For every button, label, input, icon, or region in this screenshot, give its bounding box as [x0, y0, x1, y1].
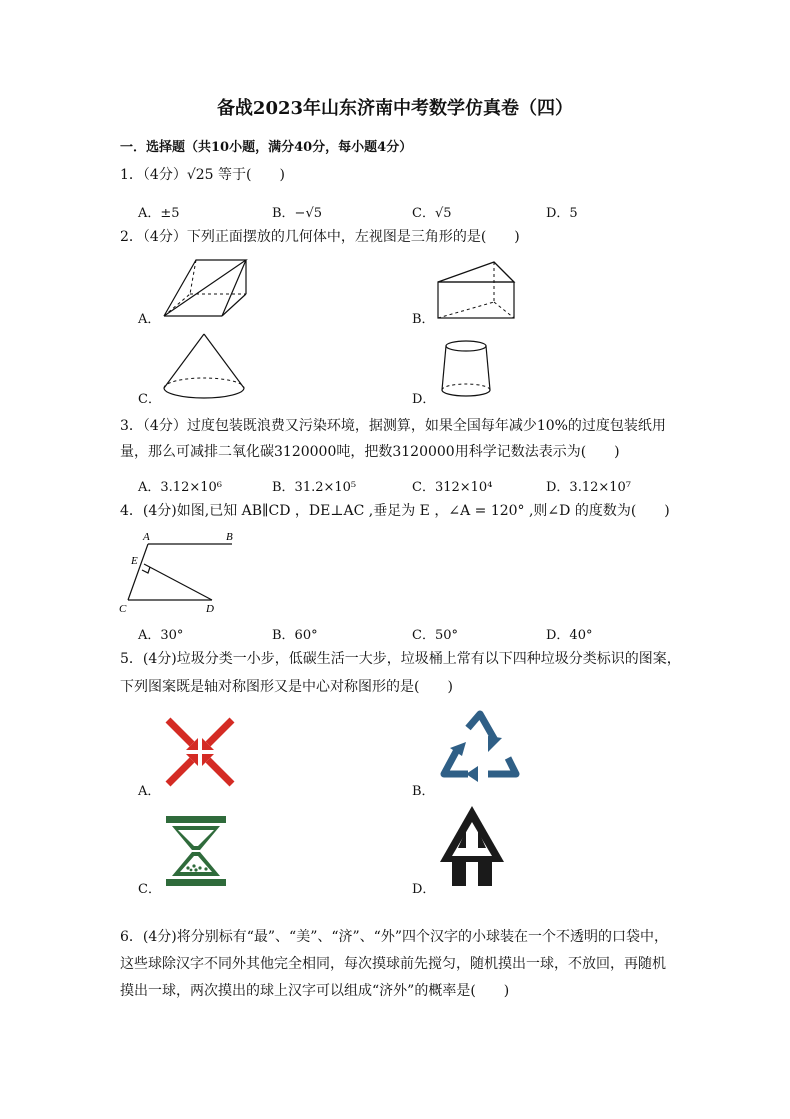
red-arrows-symbol	[164, 716, 236, 788]
q6-line2: 这些球除汉字不同外其他完全相同，每次摸球前先搅匀，随机摸出一球，不放回，再随机	[120, 956, 666, 972]
q1-option-a: A．±5	[138, 206, 180, 221]
point-label-a: A	[143, 531, 150, 543]
q4-option-c: C．50°	[412, 628, 458, 643]
q1-option-c: C．√5	[412, 206, 452, 221]
q4-option-d: D．40°	[546, 628, 593, 643]
q4-option-b: B．60°	[272, 628, 318, 643]
prism-figure-a	[160, 254, 260, 322]
q5-label-c: C．	[138, 882, 161, 897]
q3-option-b: B．31.2×10⁵	[272, 480, 357, 495]
q3-option-c: C．312×10⁴	[412, 480, 493, 495]
q1-stem: 1．（4分）√25 等于( )	[120, 167, 285, 183]
point-label-e: E	[131, 555, 138, 567]
q3-option-a: A．3.12×10⁶	[138, 480, 222, 495]
q6-line1: 6．(4分)将分别标有“最”、“美”、“济”、“外”四个汉字的小球装在一个不透明的口袋中，	[120, 929, 668, 945]
prism-figure-b	[434, 258, 524, 322]
hourglass-symbol	[164, 814, 228, 888]
q2-label-b: B．	[412, 312, 435, 327]
q5-label-d: D．	[412, 882, 436, 897]
black-tree-symbol	[438, 804, 506, 888]
q4-stem: 4．(4分)如图,已知 AB∥CD ，DE⊥AC ,垂足为 E ，∠A = 120° ,则∠D 的度数为( )	[120, 503, 670, 519]
q4-option-a: A．30°	[138, 628, 184, 643]
q2-label-d: D．	[412, 392, 436, 407]
q2-label-c: C．	[138, 392, 161, 407]
q3-line2: 量，那么可减排二氧化碳3120000吨，把数3120000用科学记数法表示为( )	[120, 444, 620, 460]
q2-label-a: A．	[138, 312, 161, 327]
q5-label-b: B．	[412, 784, 435, 799]
q1-option-d: D．5	[546, 206, 578, 221]
section-heading: 一．选择题（共10小题，满分40分，每小题4分）	[120, 140, 413, 155]
page-title: 备战2023年山东济南中考数学仿真卷（四）	[216, 98, 574, 119]
q3-line1: 3．（4分）过度包装既浪费又污染环境，据测算，如果全国每年减少10%的过度包装纸用	[120, 418, 666, 434]
point-label-b: B	[226, 531, 233, 543]
point-label-c: C	[119, 603, 127, 615]
point-label-d: D	[206, 603, 214, 615]
q2-stem: 2．（4分）下列正面摆放的几何体中，左视图是三角形的是( )	[120, 229, 520, 245]
q6-line3: 摸出一球，两次摸出的球上汉字可以组成“济外”的概率是( )	[120, 983, 510, 999]
recycle-symbol	[438, 708, 522, 786]
q3-option-d: D．3.12×10⁷	[546, 480, 632, 495]
q5-label-a: A．	[138, 784, 161, 799]
q4-geometry-figure	[116, 528, 240, 616]
frustum-figure-d	[438, 338, 498, 400]
q5-line1: 5．(4分)垃圾分类一小步，低碳生活一大步，垃圾桶上常有以下四种垃圾分类标识的图案，	[120, 651, 681, 667]
cone-figure-c	[160, 330, 250, 402]
q5-line2: 下列图案既是轴对称图形又是中心对称图形的是( )	[120, 679, 453, 695]
q1-option-b: B．−√5	[272, 206, 323, 221]
